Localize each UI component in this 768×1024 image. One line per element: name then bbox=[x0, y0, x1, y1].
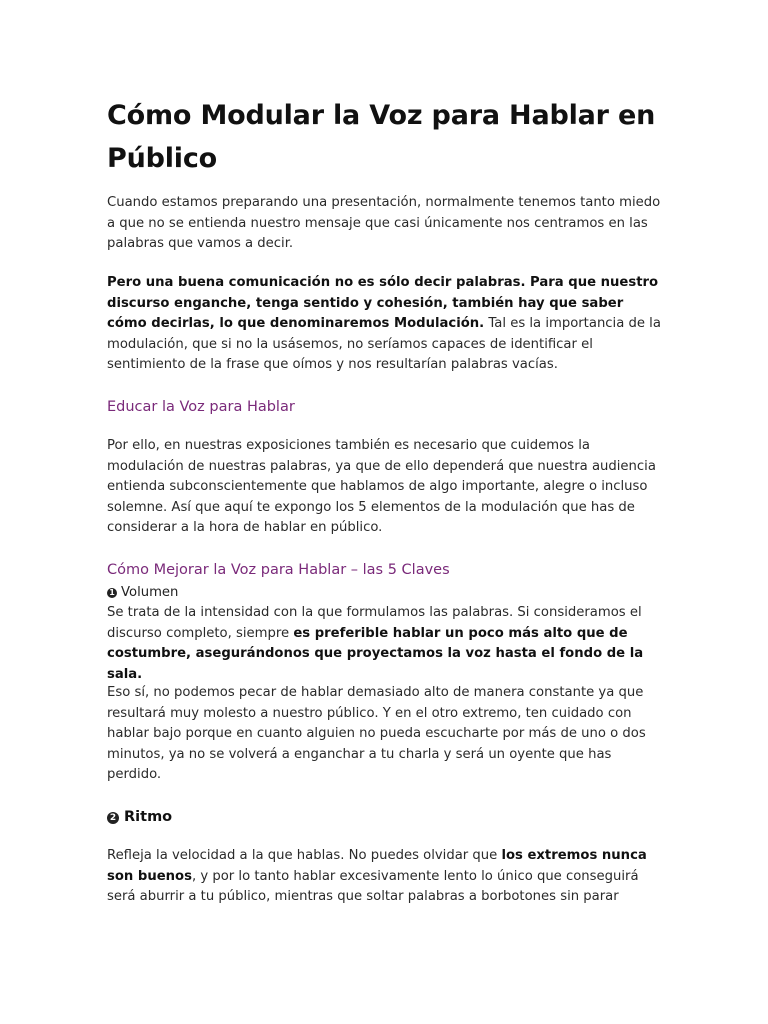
volumen-bold-text: es preferible hablar un poco más alto que de costumbre, asegurándonos que proyectamos la voz hasta el fondo de la sala. bbox=[107, 625, 644, 682]
ritmo-text-end: , y por lo tanto hablar excesivamente lento lo único que conseguirá será aburrir a tu público, mientras que soltar palabras a borbotones sin parar bbox=[107, 868, 639, 905]
item-volumen-heading bbox=[107, 583, 178, 603]
modulation-bold-text: Pero una buena comunicación no es sólo decir palabras. Para que nuestro discurso enganche, tenga sentido y cohesión, también hay que saber cómo decirlas, lo que denominaremos Modulación. bbox=[107, 275, 659, 332]
volumen-text: Se trata de la intensidad con la que formulamos las palabras. Si consideramos el discurso completo, siempre bbox=[107, 605, 642, 641]
modulation-rest-text: Tal es la importancia de la modulación, que si no la usásemos, no seríamos capaces de identificar el sentimiento de la frase que oímos y nos resultarían palabras vacías. bbox=[107, 316, 661, 373]
modulation-paragraph bbox=[107, 273, 662, 376]
ritmo-paragraph bbox=[107, 846, 662, 908]
number-two-icon: 2 bbox=[107, 812, 119, 824]
exposiciones-paragraph: Por ello, en nuestras exposiciones también es necesario que cuidemos la modulación de nuestras palabras, ya que de ello dependerá que nuestra audiencia entienda subconscientemente que hablamos de algo importante, alegre o incluso solemne. Así que aquí te expongo los 5 elementos de la modulación que has de considerar a la hora de hablar en público. bbox=[107, 438, 656, 536]
number-one-icon: 1 bbox=[107, 588, 117, 598]
item-ritmo-title: Ritmo bbox=[124, 809, 173, 825]
item-ritmo-heading bbox=[107, 806, 172, 828]
volumen-paragraph bbox=[107, 603, 662, 685]
ritmo-text-start: Refleja la velocidad a la que hablas. No puedes olvidar que bbox=[107, 848, 502, 863]
item-volumen-title: Volumen bbox=[121, 585, 179, 600]
intro-paragraph: Cuando estamos preparando una presentación, normalmente tenemos tanto miedo a que no se entienda nuestro mensaje que casi únicamente nos centramos en las palabras que vamos a decir. bbox=[107, 195, 661, 252]
page-title: Cómo Modular la Voz para Hablar en Público bbox=[107, 100, 656, 174]
section-heading-claves: Cómo Mejorar la Voz para Hablar – las 5 Claves bbox=[107, 562, 450, 578]
section-heading-educar: Educar la Voz para Hablar bbox=[107, 399, 295, 415]
volumen-detail-paragraph: Eso sí, no podemos pecar de hablar demasiado alto de manera constante ya que resultará muy molesto a nuestro público. Y en el otro extremo, ten cuidado con hablar bajo porque en cuanto alguien no pueda escucharte por más de uno o dos minutos, ya no se volverá a enganchar a tu charla y será un oyente que has perdido. bbox=[107, 685, 646, 783]
ritmo-bold-text: los extremos nunca son buenos bbox=[107, 848, 647, 884]
